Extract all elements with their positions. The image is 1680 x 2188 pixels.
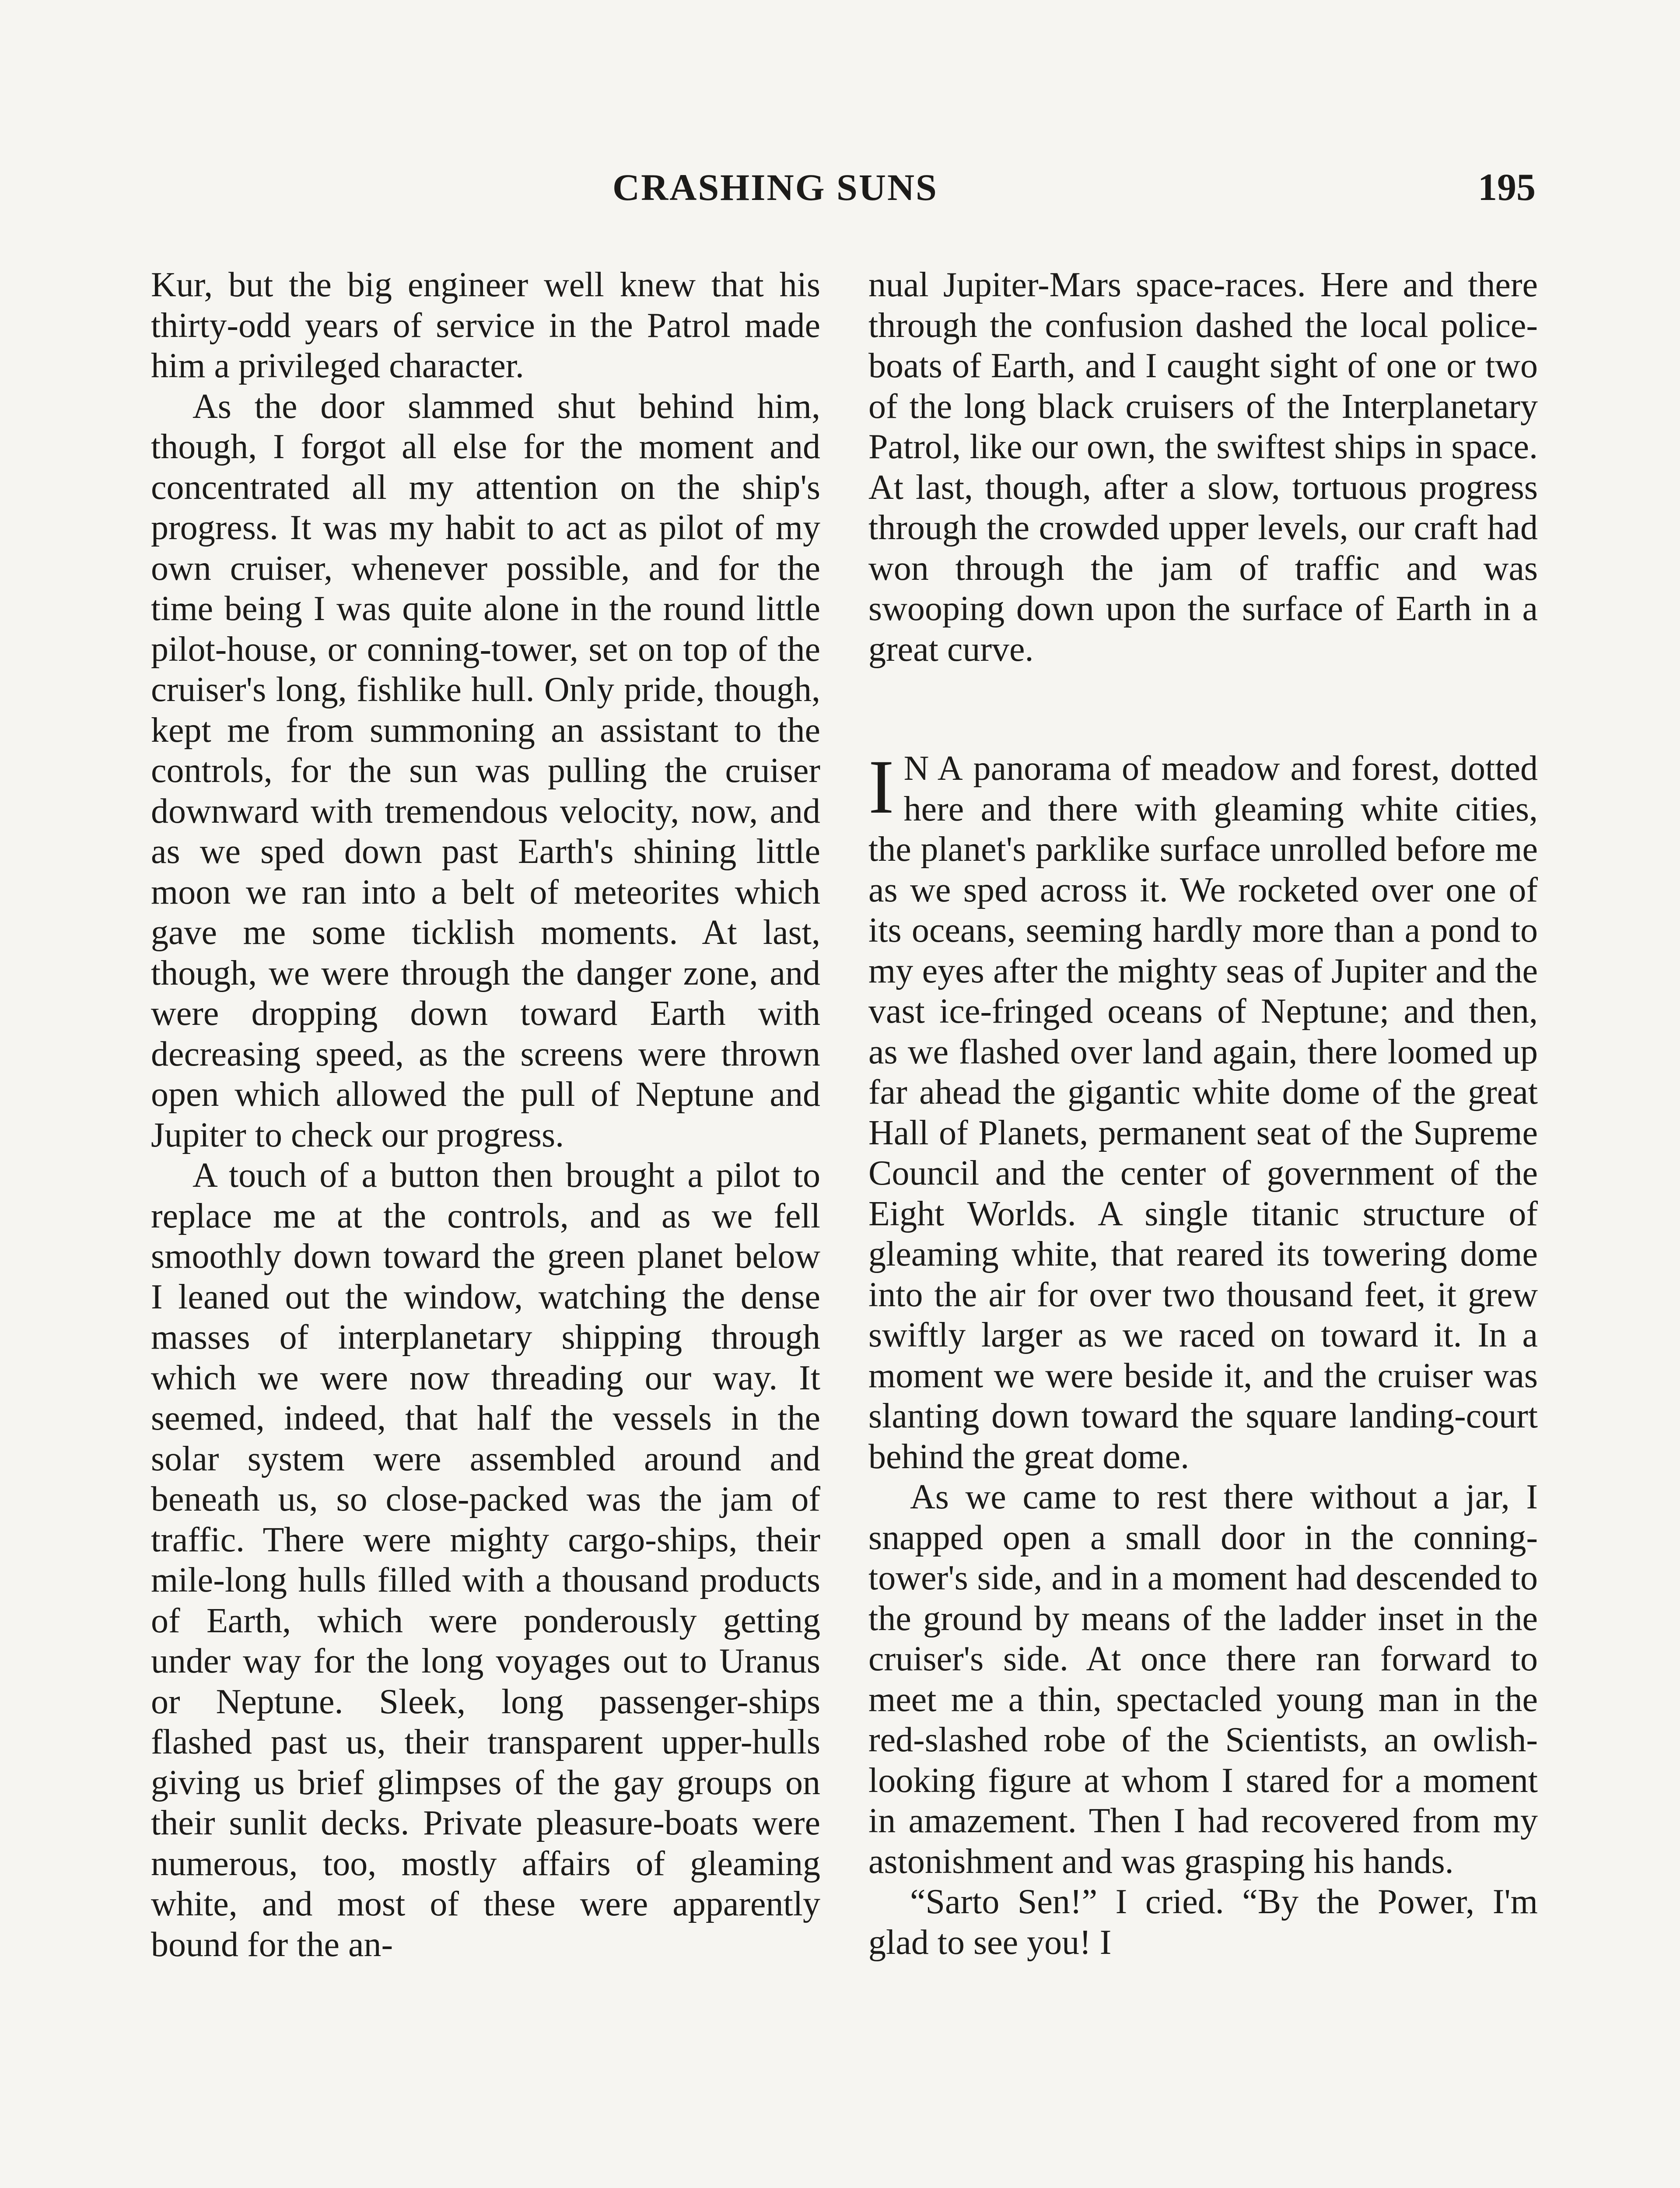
- page-number: 195: [1478, 166, 1536, 209]
- paragraph: A touch of a button then brought a pilot to replace me at the controls, and as we fell smoothly down toward the green planet below I leaned out the window, watching the dense masses of interplanetary shipping through which we were now threading our way. It seemed, indeed, that half the vessels in the solar system were assembled around and beneath us, so close-packed was the jam of traffic. There were mighty cargo-ships, their mile-long hulls filled with a thousand products of Earth, which were ponderously getting under way for the long voyages out to Uranus or Neptune. Sleek, long passenger-ships flashed past us, their transparent upper-hulls giving us brief glimpses of the gay groups on their sunlit decks. Private pleasure-boats were numerous, too, mostly affairs of gleaming white, and most of these were apparently bound for the an-: [151, 1156, 820, 1964]
- running-head-title: CRASHING SUNS: [612, 166, 938, 208]
- paragraph: As the door slammed shut behind him, though, I forgot all else for the moment and concentrated all my attention on the ship's progress. It was my habit to act as pilot of my own cruiser, whenever possible, and for the time being I was quite alone in the round little pilot-house, or conning-tower, set on top of the cruiser's long, fishlike hull. Only pride, though, kept me from summoning an assistant to the controls, for the sun was pulling the cruiser downward with tremendous velocity, now, and as we sped down past Earth's shining little moon we ran into a belt of meteorites which gave me some ticklish moments. At last, though, we were through the danger zone, and were dropping down toward Earth with decreasing speed, as the screens were thrown open which allowed the pull of Neptune and Jupiter to check our progress.: [151, 387, 820, 1154]
- right-column: [868, 265, 1538, 1963]
- paragraph: As we came to rest there without a jar, I snapped open a small door in the conning-tower's side, and in a moment had descended to the ground by means of the ladder inset in the cruiser's side. At once there ran forward to meet me a thin, spectacled young man in the red-slashed robe of the Scientists, an owlish-looking figure at whom I stared for a moment in amazement. Then I had recovered from my astonishment and was grasping his hands.: [868, 1478, 1538, 1881]
- section-opening-paragraph: [868, 744, 1538, 1477]
- paragraph-body: panorama of meadow and forest, dotted here and there with gleaming white cities, the planet's parklike surface unrolled before me as we sped across it. We rocketed over one of its oceans, seeming hardly more than a pond to my eyes after the mighty seas of Jupiter and the vast ice-fringed oceans of Neptune; and then, as we flashed over land again, there loomed up far ahead the gigantic white dome of the great Hall of Planets, permanent seat of the Supreme Council and the center of government of the Eight Worlds. A single titanic structure of gleaming white, that reared its towering dome into the air for over two thousand feet, it grew swiftly larger as we raced on toward it. In a moment we were beside it, and the cruiser was slanting down toward the square landing-court behind the great dome.: [868, 749, 1538, 1476]
- drop-cap: I: [868, 744, 894, 830]
- small-caps-lead: N A: [903, 749, 963, 788]
- left-column: [151, 265, 820, 1965]
- paragraph: Kur, but the big engineer well knew that his thirty-odd years of service in the Patrol made him a privileged character.: [151, 266, 820, 385]
- paragraph: “Sarto Sen!” I cried. “By the Power, I'm glad to see you! I: [868, 1883, 1538, 1962]
- paragraph: nual Jupiter-Mars space-races. Here and there through the confusion dashed the local police-boats of Earth, and I caught sight of one or two of the long black cruisers of the Interplanetary Patrol, like our own, the swiftest ships in space. At last, though, after a slow, tortuous progress through the crowded upper levels, our craft had won through the jam of traffic and was swooping down upon the surface of Earth in a great curve.: [868, 266, 1538, 669]
